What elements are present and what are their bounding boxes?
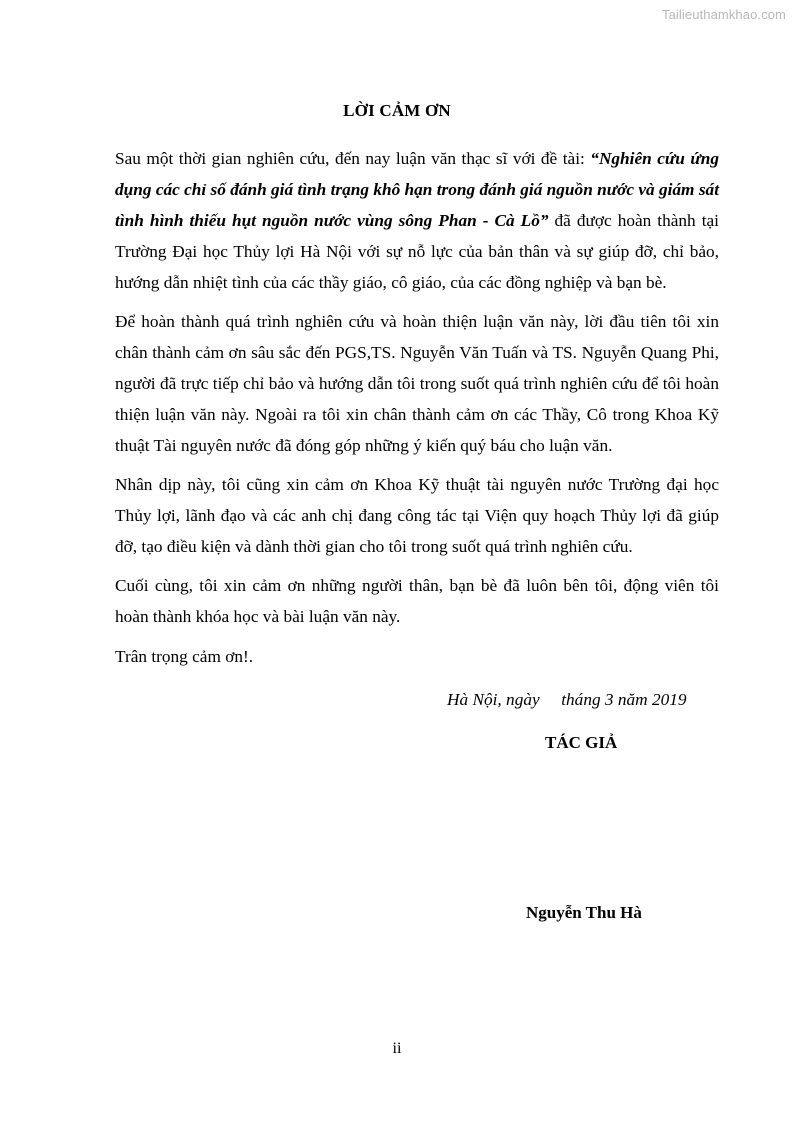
page-title: LỜI CẢM ƠN [343, 101, 451, 120]
thesis-title: “Nghiên cứu ứng dụng các chỉ số đánh giá tình trạng khô hạn trong đánh giá nguồn nước và giám sát tình hình thiếu hụt nguồn nước vùng sông Phan - Cà Lồ” [115, 149, 719, 230]
paragraph-family: Cuối cùng, tôi xin cảm ơn những người thân, bạn bè đã luôn bên tôi, động viên tôi hoàn thành khóa học và bài luận văn này. [115, 576, 719, 626]
paragraph-intro [115, 143, 719, 298]
author-label: TÁC GIẢ [545, 733, 618, 752]
paragraph-closing: Trân trọng cảm ơn!. [115, 647, 254, 666]
paragraph-supervisors: Để hoàn thành quá trình nghiên cứu và hoàn thiện luận văn này, lời đầu tiên tôi xin chân thành cảm ơn sâu sắc đến PGS,TS. Nguyễn Văn Tuấn và TS. Nguyễn Quang Phi, người đã trực tiếp chỉ bảo và hướng dẫn tôi trong suốt quá trình nghiên cứu để tôi hoàn thiện luận văn này. Ngoài ra tôi xin chân thành cảm ơn các Thầy, Cô trong Khoa Kỹ thuật Tài nguyên nước đã đóng góp những ý kiến quý báu cho luận văn. [115, 312, 719, 455]
watermark: Tailieuthamkhao.com [661, 7, 786, 22]
page-number: ii [392, 1040, 402, 1057]
author-name: Nguyễn Thu Hà [526, 903, 642, 922]
paragraph-faculty: Nhân dịp này, tôi cũng xin cảm ơn Khoa Kỹ thuật tài nguyên nước Trường đại học Thủy lợi, lãnh đạo và các anh chị đang công tác tại Viện quy hoạch Thủy lợi đã giúp đỡ, tạo điều kiện và dành thời gian cho tôi trong suốt quá trình nghiên cứu. [115, 475, 719, 556]
intro-rest-text: đã được hoàn thành tại Trường Đại học Thủy lợi Hà Nội với sự nỗ lực của bản thân và sự giúp đỡ, chỉ bảo, hướng dẫn nhiệt tình của các thầy giáo, cô giáo, của các đồng nghiệp và bạn bè. [115, 211, 719, 292]
intro-text: Sau một thời gian nghiên cứu, đến nay luận văn thạc sĩ với đề tài: [115, 149, 591, 168]
signature-date: Hà Nội, ngày tháng 3 năm 2019 [447, 690, 687, 709]
